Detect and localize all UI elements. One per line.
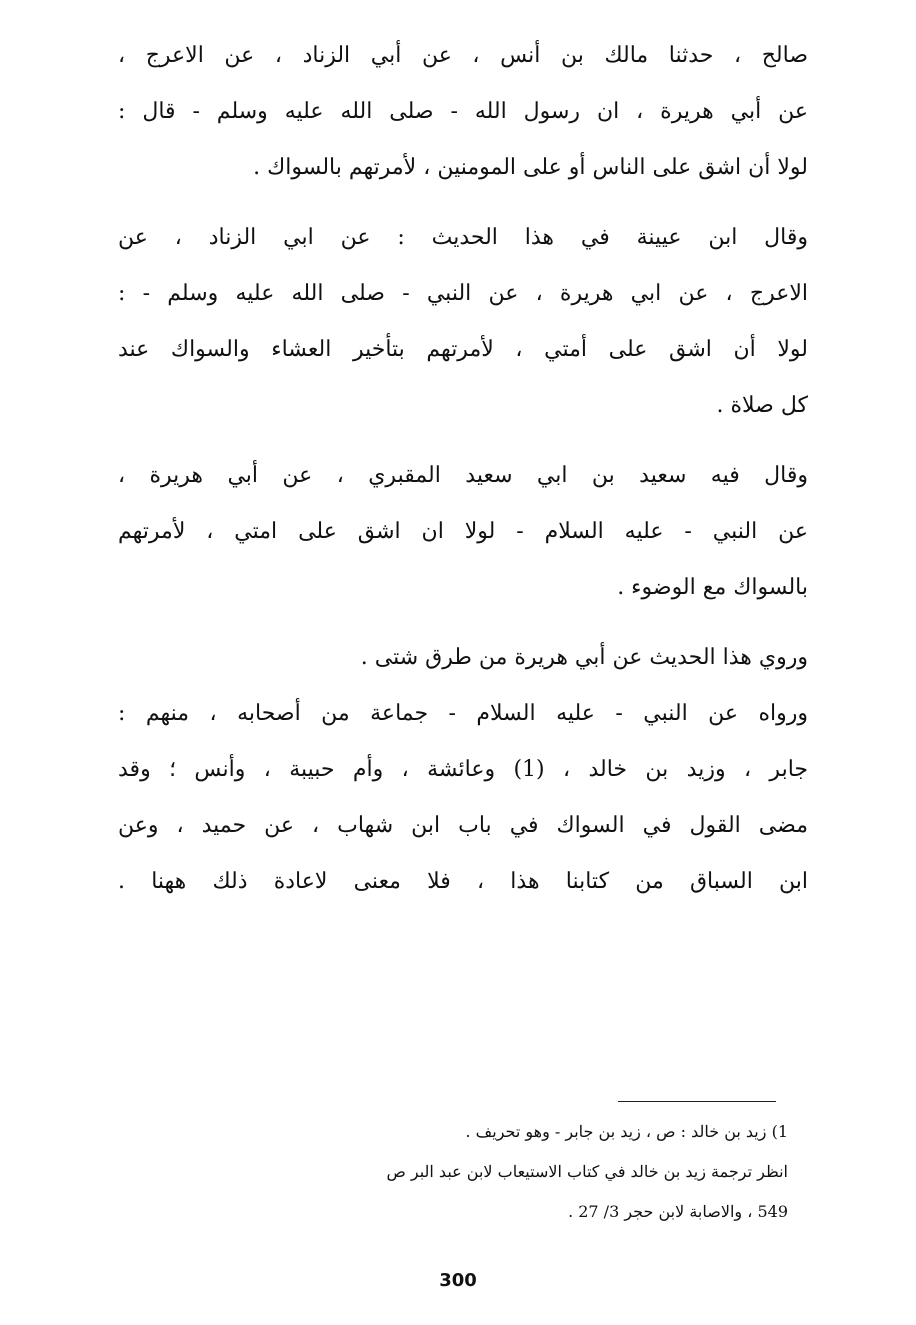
- footnote-line: 1) زيد بن خالد : ص ، زيد بن جابر - وهو تحريف .: [465, 1122, 788, 1141]
- footnote-line: 549 ، والاصابة لابن حجر 3/ 27 .: [568, 1202, 788, 1221]
- text-line: ابن السباق من كتابنا هذا ، فلا معنى لاعادة ذلك ههنا .: [118, 869, 808, 894]
- page-number: 300: [439, 1270, 477, 1291]
- paragraph: [118, 630, 808, 910]
- text-line: كل صلاة .: [716, 393, 808, 418]
- text-line: جابر ، وزيد بن خالد ، (1) وعائشة ، وأم حبيبة ، وأنس ؛ وقد: [118, 757, 808, 782]
- text-line: صالح ، حدثنا مالك بن أنس ، عن أبي الزناد ، عن الاعرج ،: [118, 43, 808, 68]
- main-text: [118, 28, 808, 910]
- text-line: الاعرج ، عن ابي هريرة ، عن النبي - صلى الله عليه وسلم - :: [118, 281, 808, 306]
- text-line: لولا أن اشق على الناس أو على المومنين ، لأمرتهم بالسواك .: [253, 155, 808, 180]
- text-line: وقال ابن عيينة في هذا الحديث : عن ابي الزناد ، عن: [118, 225, 808, 250]
- text-line: وقال فيه سعيد بن ابي سعيد المقبري ، عن أبي هريرة ،: [118, 463, 808, 488]
- paragraph: [118, 210, 808, 434]
- text-line: عن أبي هريرة ، ان رسول الله - صلى الله عليه وسلم - قال :: [118, 99, 808, 124]
- text-line: بالسواك مع الوضوء .: [617, 575, 808, 600]
- text-line: ورواه عن النبي - عليه السلام - جماعة من أصحابه ، منهم :: [118, 701, 808, 726]
- text-line: لولا أن اشق على أمتي ، لأمرتهم بتأخير العشاء والسواك عند: [118, 337, 808, 362]
- footnote-line: انظر ترجمة زيد بن خالد في كتاب الاستيعاب لابن عبد البر ص: [386, 1162, 788, 1181]
- text-line: وروي هذا الحديث عن أبي هريرة من طرق شتى .: [360, 645, 808, 670]
- paragraph: [118, 448, 808, 616]
- text-line: عن النبي - عليه السلام - لولا ان اشق على امتي ، لأمرتهم: [118, 519, 808, 544]
- footnotes: [118, 1112, 788, 1232]
- text-line: مضى القول في السواك في باب ابن شهاب ، عن حميد ، وعن: [118, 813, 808, 838]
- paragraph: [118, 28, 808, 196]
- footnote-divider: [618, 1101, 776, 1102]
